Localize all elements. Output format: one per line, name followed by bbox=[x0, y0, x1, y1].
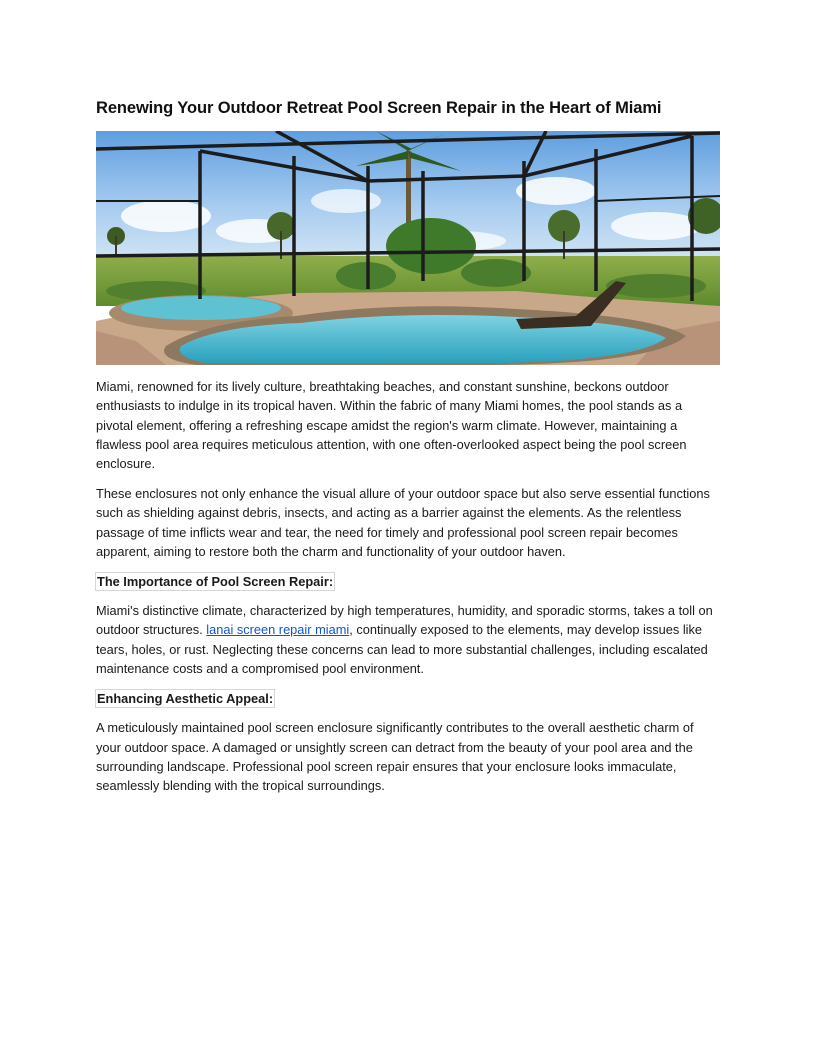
paragraph-climate-text-end: , continually exposed to the elements, may develop issues like tears, holes, or rust. Neglecting these concerns can lead to more substantial challenges, including escalated maintenance costs and a compromised pool environment. bbox=[96, 622, 708, 677]
paragraph-enclosures: These enclosures not only enhance the visual allure of your outdoor space but also serve essential functions such as shielding against debris, insects, and acting as a barrier against the elements. As the relentless passage of time inflicts wear and tear, the need for timely and professional pool screen repair becomes apparent, aiming to restore both the charm and functionality of your outdoor haven. bbox=[96, 485, 710, 559]
paragraph-climate bbox=[96, 601, 720, 678]
paragraph-climate-text-start: Miami's distinctive climate, characterized by high temperatures, humidity, and sporadic storms, takes a toll on outdoor structures. bbox=[96, 603, 713, 638]
paragraph-intro: Miami, renowned for its lively culture, breathtaking beaches, and constant sunshine, beckons outdoor enthusiasts to indulge in its tropical haven. Within the fabric of many Miami homes, the pool stands as a pivotal element, offering a refreshing escape amidst the region's warm climate. However, maintaining a flawless pool area requires meticulous attention, with one often-overlooked aspect being the pool screen enclosure. bbox=[96, 379, 687, 472]
paragraph-aesthetic: A meticulously maintained pool screen enclosure significantly contributes to the overall aesthetic charm of your outdoor space. A damaged or unsightly screen can detract from the beauty of your pool area and the surrounding landscape. Professional pool screen repair ensures that your enclosure looks immaculate, seamlessly blending with the tropical surroundings. bbox=[96, 720, 694, 794]
section-heading-aesthetic: Enhancing Aesthetic Appeal: bbox=[97, 690, 274, 706]
lanai-screen-repair-link[interactable]: lanai screen repair miami bbox=[206, 622, 350, 638]
section-heading-importance: The Importance of Pool Screen Repair: bbox=[97, 573, 334, 589]
page-title: Renewing Your Outdoor Retreat Pool Screen Repair in the Heart of Miami bbox=[96, 99, 662, 117]
pool-enclosure-photo bbox=[96, 131, 720, 365]
document-page bbox=[96, 96, 720, 796]
